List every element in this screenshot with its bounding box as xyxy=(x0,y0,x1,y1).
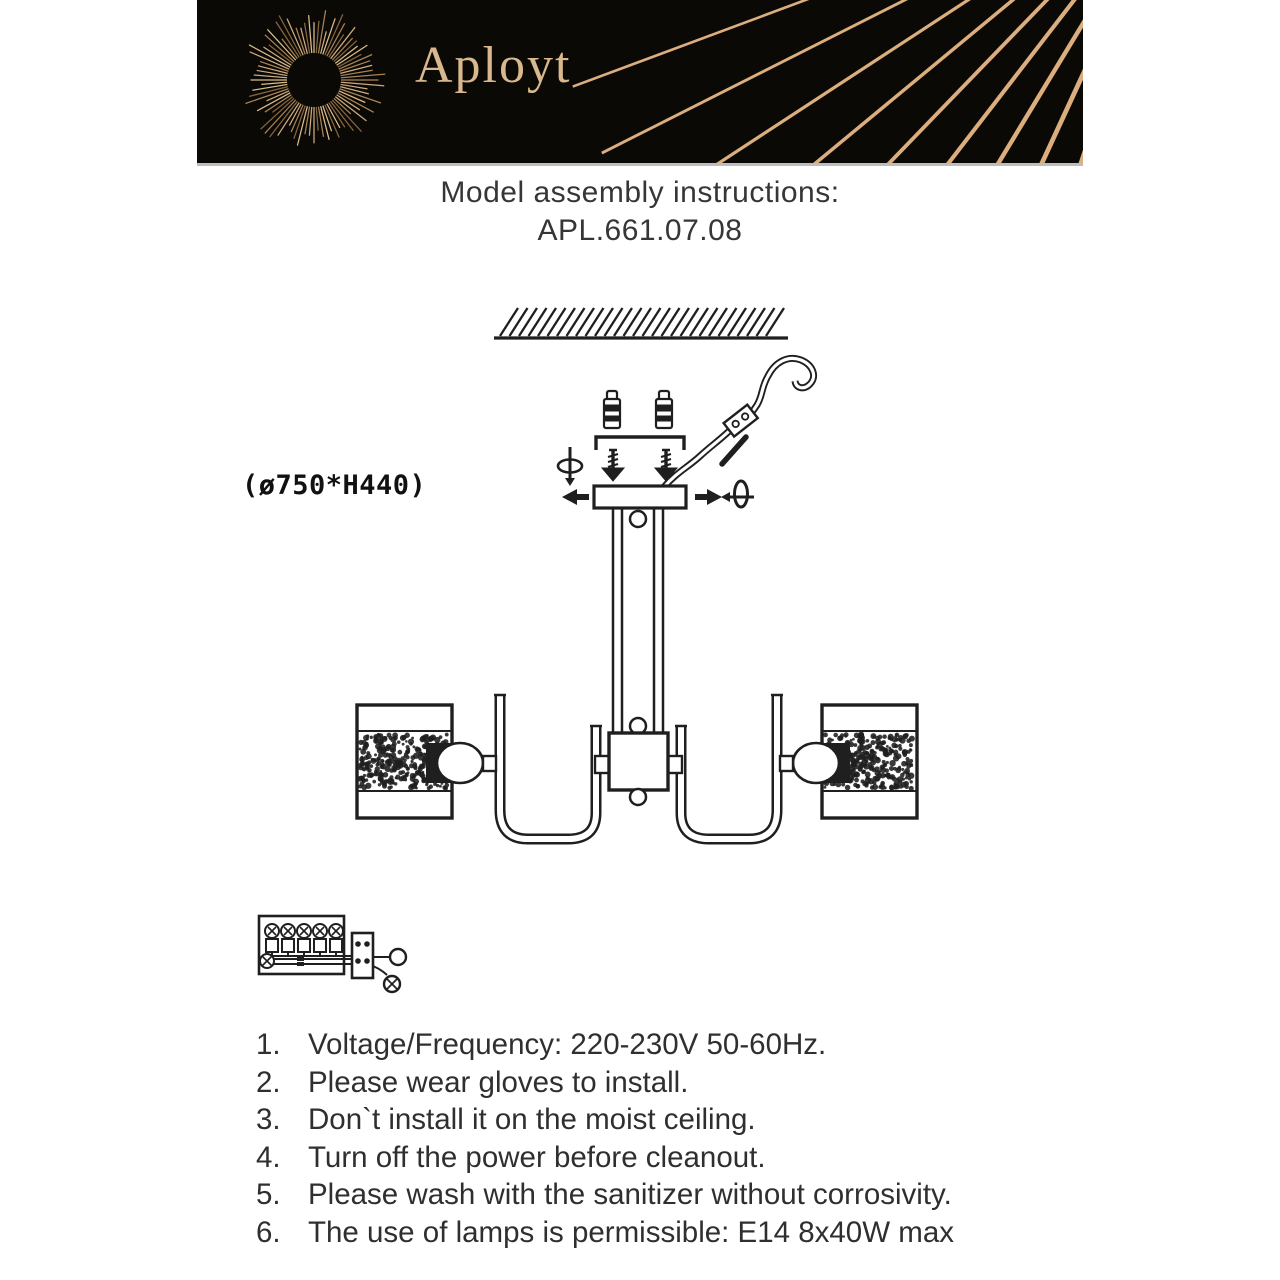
supply-wire xyxy=(664,358,814,487)
list-item xyxy=(256,1101,954,1139)
ceiling-canopy xyxy=(594,486,686,508)
ceiling-hatch xyxy=(494,308,788,338)
hanging-rod xyxy=(613,508,663,734)
rotate-symbol-right xyxy=(721,481,754,507)
item-number: 6. xyxy=(256,1215,281,1249)
brand-logo-text: Aployt xyxy=(415,37,572,94)
bulb-right-icon xyxy=(793,743,839,783)
item-text: Please wear gloves to install. xyxy=(308,1065,689,1099)
bulb-left-icon xyxy=(437,743,483,783)
item-text: Turn off the power before cleanout. xyxy=(308,1140,766,1174)
lamp-shade-left xyxy=(357,705,496,818)
rotate-symbol-left xyxy=(558,447,582,486)
list-item xyxy=(256,1064,954,1102)
wiring-diagram xyxy=(259,916,406,992)
arrow-right-icon xyxy=(695,489,722,505)
item-number: 3. xyxy=(256,1103,281,1136)
item-text: Please wash with the sanitizer without corrosivity. xyxy=(308,1178,952,1211)
item-text: Don`t install it on the moist ceiling. xyxy=(308,1103,756,1136)
dimension-label: (ø750*H440) xyxy=(242,470,427,501)
page-title: Model assembly instructions: xyxy=(440,176,840,209)
list-item xyxy=(256,1176,954,1214)
instruction-list xyxy=(256,1026,954,1251)
screw-icons xyxy=(602,450,677,481)
item-number: 1. xyxy=(256,1028,281,1061)
model-number: APL.661.07.08 xyxy=(537,214,743,247)
lamp-shade-right xyxy=(780,705,917,818)
wire-screw-dash xyxy=(722,437,746,464)
list-item xyxy=(256,1139,954,1177)
item-number: 4. xyxy=(256,1140,281,1174)
item-number: 5. xyxy=(256,1178,281,1211)
mounting-bracket xyxy=(596,437,684,450)
list-item xyxy=(256,1214,954,1252)
wall-plug-icons xyxy=(604,391,673,428)
item-text: The use of lamps is permissible: E14 8x40W max xyxy=(308,1215,954,1249)
list-item xyxy=(256,1026,954,1064)
item-number: 2. xyxy=(256,1065,281,1099)
center-body xyxy=(595,733,682,805)
item-text: Voltage/Frequency: 220-230V 50-60Hz. xyxy=(308,1028,827,1061)
arrow-left-icon xyxy=(562,489,589,505)
